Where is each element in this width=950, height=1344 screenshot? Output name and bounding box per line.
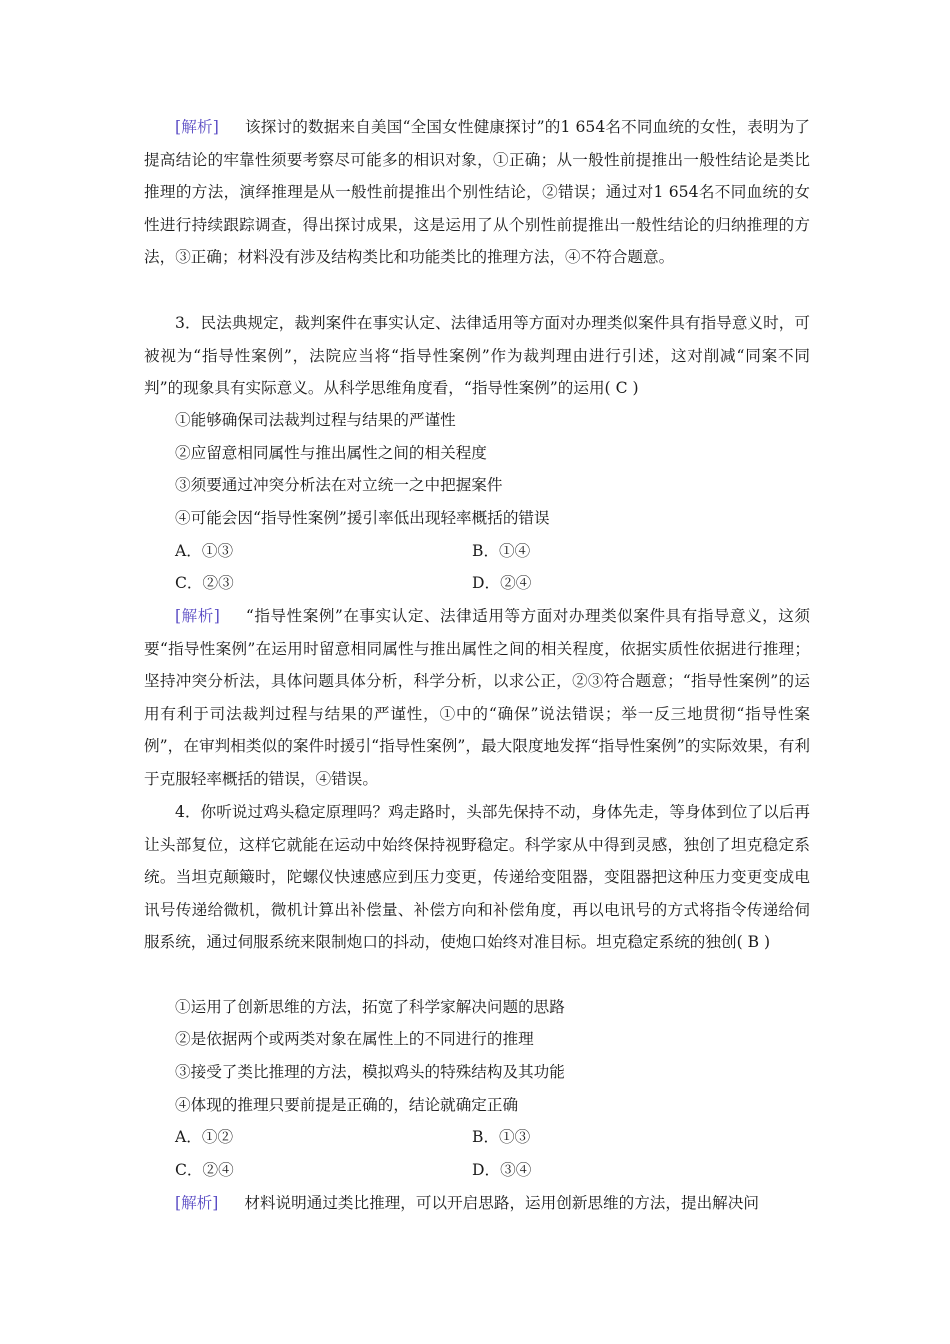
q4-analysis-paragraph <box>144 1187 810 1220</box>
q3-item-2: ②应留意相同属性与推出属性之间的相关程度 <box>175 444 487 462</box>
analysis-label: [解析] <box>175 1194 219 1212</box>
q4-option-a: A．①② <box>175 1128 234 1146</box>
q4-item-2: ②是依据两个或两类对象在属性上的不同进行的推理 <box>175 1030 534 1048</box>
q2-analysis-paragraph <box>144 111 810 274</box>
q3-item-4: ④可能会因“指导性案例”援引率低出现轻率概括的错误 <box>175 509 550 527</box>
q3-stem: 3．民法典规定，裁判案件在事实认定、法律适用等方面对办理类似案件具有指导意义时，可被视为“指导性案例”，法院应当将“指导性案例”作为裁判理由进行引述，这对削减“同案不同判”的现象具有实际意义。从科学思维角度看，“指导性案例”的运用( C ) <box>144 314 810 398</box>
q4-item-1: ①运用了创新思维的方法，拓宽了科学家解决问题的思路 <box>175 998 565 1016</box>
q4-item-3: ③接受了类比推理的方法，模拟鸡头的特殊结构及其功能 <box>175 1063 565 1081</box>
q4-analysis-text: 材料说明通过类比推理，可以开启思路，运用创新思维的方法，提出解决问 <box>244 1194 759 1212</box>
analysis-label: [解析] <box>175 607 220 625</box>
q3-option-d: D．②④ <box>472 574 532 592</box>
q4-stem: 4．你听说过鸡头稳定原理吗？鸡走路时，头部先保持不动，身体先走，等身体到位了以后再让头部复位，这样它就能在运动中始终保持视野稳定。科学家从中得到灵感，独创了坦克稳定系统。当坦克颠簸时，陀螺仪快速感应到压力变更，传递给变阻器，变阻器把这种压力变更变成电讯号传递给微机，微机计算出补偿量、补偿方向和补偿角度，再以电讯号的方式将指令传递给伺服系统，通过伺服系统来限制炮口的抖动，使炮口始终对准目标。坦克稳定系统的独创( B ) <box>144 803 810 952</box>
q3-item-1: ①能够确保司法裁判过程与结果的严谨性 <box>175 411 456 429</box>
q4-option-c: C．②④ <box>175 1161 234 1179</box>
q3-option-b: B．①④ <box>472 542 531 560</box>
q4-option-d: D．③④ <box>472 1161 532 1179</box>
q4-item-4: ④体现的推理只要前提是正确的，结论就确定正确 <box>175 1096 519 1114</box>
q3-option-a: A．①③ <box>175 542 234 560</box>
q3-item-3: ③须要通过冲突分析法在对立统一之中把握案件 <box>175 476 503 494</box>
analysis-label: [解析] <box>175 118 219 136</box>
q2-analysis-text: 该探讨的数据来自美国“全国女性健康探讨”的1 654名不同血统的女性，表明为了提高结论的牢靠性须要考察尽可能多的相识对象，①正确；从一般性前提推出一般性结论是类比推理的方法，演绎推理是从一般性前提推出个别性结论，②错误；通过对1 654名不同血统的女性进行持续跟踪调查，得出探讨成果，这是运用了从个别性前提推出一般性结论的归纳推理的方法，③正确；材料没有涉及结构类比和功能类比的推理方法，④不符合题意。 <box>144 118 810 267</box>
q4-option-b: B．①③ <box>472 1128 531 1146</box>
q3-analysis-text: “指导性案例”在事实认定、法律适用等方面对办理类似案件具有指导意义，这须要“指导性案例”在运用时留意相同属性与推出属性之间的相关程度，依据实质性依据进行推理；坚持冲突分析法，具体问题具体分析，科学分析，以求公正，②③符合题意；“指导性案例”的运用有利于司法裁判过程与结果的严谨性，①中的“确保”说法错误；举一反三地贯彻“指导性案例”，在审判相类似的案件时援引“指导性案例”，最大限度地发挥“指导性案例”的实际效果，有利于克服轻率概括的错误，④错误。 <box>144 607 810 788</box>
q3-analysis-paragraph <box>144 600 810 796</box>
q3-option-c: C．②③ <box>175 574 234 592</box>
